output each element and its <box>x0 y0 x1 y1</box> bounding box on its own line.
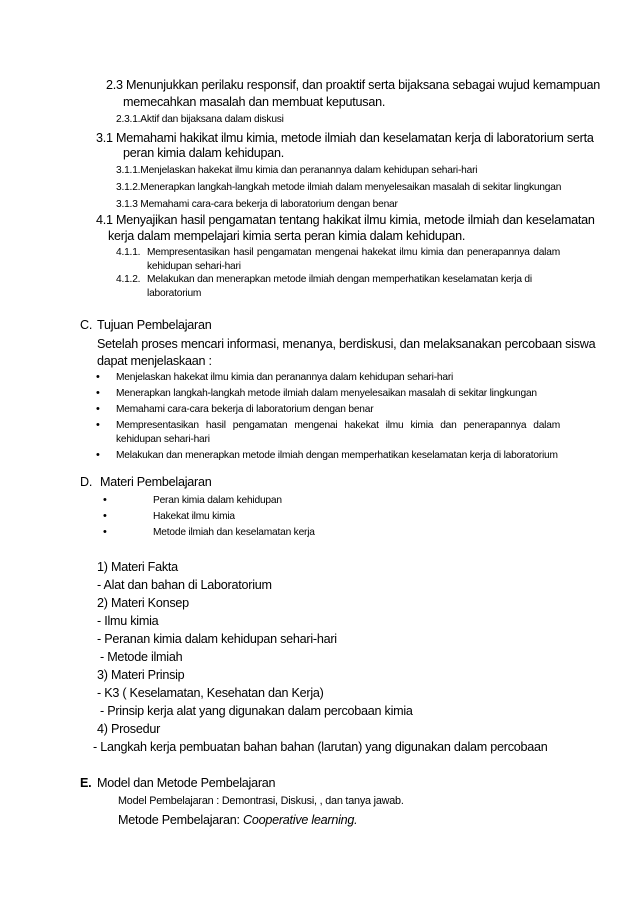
material-list-item: - Prinsip kerja alat yang digunakan dalam percobaan kimia <box>100 704 413 718</box>
competency-4-1-line2: kerja dalam mempelajari kimia serta peran kimia dalam kehidupan. <box>108 229 466 243</box>
competency-3-1-line1: 3.1 Memahami hakikat ilmu kimia, metode ilmiah dan keselamatan kerja di laboratorium serta <box>96 131 594 145</box>
material-bullet: Metode ilmiah dan keselamatan kerja <box>153 527 315 538</box>
objective-item: Memahami cara-cara bekerja di laboratorium dengan benar <box>116 404 374 415</box>
indicator-3-1-3: 3.1.3 Memahami cara-cara bekerja di laboratorium dengan benar <box>116 199 398 210</box>
section-e-title: Model dan Metode Pembelajaran <box>97 776 276 790</box>
material-list-item: 4) Prosedur <box>97 722 161 736</box>
material-list-item: 2) Materi Konsep <box>97 596 189 610</box>
objective-item: Menjelaskan hakekat ilmu kimia dan peranannya dalam kehidupan sehari-hari <box>116 372 454 383</box>
bullet-icon: • <box>96 403 100 415</box>
indicator-3-1-2: 3.1.2.Menerapkan langkah-langkah metode ilmiah dalam menyelesaikan masalah di sekitar lingkungan <box>116 182 562 193</box>
learning-method-label: Metode Pembelajaran: <box>118 813 243 827</box>
bullet-icon: • <box>96 419 100 431</box>
competency-3-1-line2: peran kimia dalam kehidupan. <box>123 146 285 160</box>
indicator-3-1-1: 3.1.1.Menjelaskan hakekat ilmu kimia dan peranannya dalam kehidupan sehari-hari <box>116 165 478 176</box>
bullet-icon: • <box>96 387 100 399</box>
material-list-item: - Peranan kimia dalam kehidupan sehari-hari <box>97 632 337 646</box>
material-list-item: - K3 ( Keselamatan, Kesehatan dan Kerja) <box>97 686 324 700</box>
bullet-icon: • <box>103 494 107 506</box>
indicator-4-1-2-number: 4.1.2. <box>116 274 141 285</box>
material-list-item: 3) Materi Prinsip <box>97 668 185 682</box>
indicator-4-1-2-line2: laboratorium <box>147 288 202 299</box>
learning-model-line: Model Pembelajaran : Demontrasi, Diskusi, , dan tanya jawab. <box>118 795 404 807</box>
objective-item-continuation: kehidupan sehari-hari <box>116 434 210 445</box>
objective-item: Mempresentasikan hasil pengamatan mengenai hakekat ilmu kimia dan penerapannya dalam <box>116 420 560 431</box>
indicator-4-1-1-number: 4.1.1. <box>116 247 141 258</box>
indicator-2-3-1: 2.3.1.Aktif dan bijaksana dalam diskusi <box>116 114 284 125</box>
learning-method-line <box>118 813 357 827</box>
indicator-4-1-2-line1: Melakukan dan menerapkan metode ilmiah dengan memperhatikan keselamatan kerja di <box>147 274 532 285</box>
section-c-letter: C. <box>80 318 93 332</box>
indicator-4-1-1-line2: kehidupan sehari-hari <box>147 261 241 272</box>
learning-method-value: Cooperative learning. <box>242 813 358 827</box>
section-e-letter: E. <box>80 776 92 790</box>
competency-4-1-line1: 4.1 Menyajikan hasil pengamatan tentang hakikat ilmu kimia, metode ilmiah dan keselamatan <box>96 213 595 227</box>
section-d-letter: D. <box>80 475 93 489</box>
bullet-icon: • <box>103 526 107 538</box>
section-c-title: Tujuan Pembelajaran <box>97 318 212 332</box>
material-bullet: Hakekat ilmu kimia <box>153 511 235 522</box>
material-list-item: - Alat dan bahan di Laboratorium <box>97 578 272 592</box>
section-d-title: Materi Pembelajaran <box>100 475 212 489</box>
competency-2-3-line1: 2.3 Menunjukkan perilaku responsif, dan proaktif serta bijaksana sebagai wujud kemampuan <box>106 78 600 92</box>
bullet-icon: • <box>96 371 100 383</box>
section-c-intro-line2: dapat menjelaskaan : <box>97 354 212 368</box>
bullet-icon: • <box>103 510 107 522</box>
material-list-item: - Metode ilmiah <box>100 650 183 664</box>
section-c-intro-line1: Setelah proses mencari informasi, menanya, berdiskusi, dan melaksanakan percobaan siswa <box>97 337 596 351</box>
material-list-item: 1) Materi Fakta <box>97 560 178 574</box>
competency-2-3-line2: memecahkan masalah dan membuat keputusan. <box>123 95 386 109</box>
material-list-item: - Langkah kerja pembuatan bahan bahan (larutan) yang digunakan dalam percobaan <box>93 740 548 754</box>
material-bullet: Peran kimia dalam kehidupan <box>153 495 282 506</box>
bullet-icon: • <box>96 449 100 461</box>
objective-item: Menerapkan langkah-langkah metode ilmiah dalam menyelesaikan masalah di sekitar lingkungan <box>116 388 537 399</box>
indicator-4-1-1-line1: Mempresentasikan hasil pengamatan mengenai hakekat ilmu kimia dan penerapannya dalam <box>147 247 560 258</box>
objective-item: Melakukan dan menerapkan metode ilmiah dengan memperhatikan keselamatan kerja di laboratorium <box>116 450 558 461</box>
material-list-item: - Ilmu kimia <box>97 614 159 628</box>
